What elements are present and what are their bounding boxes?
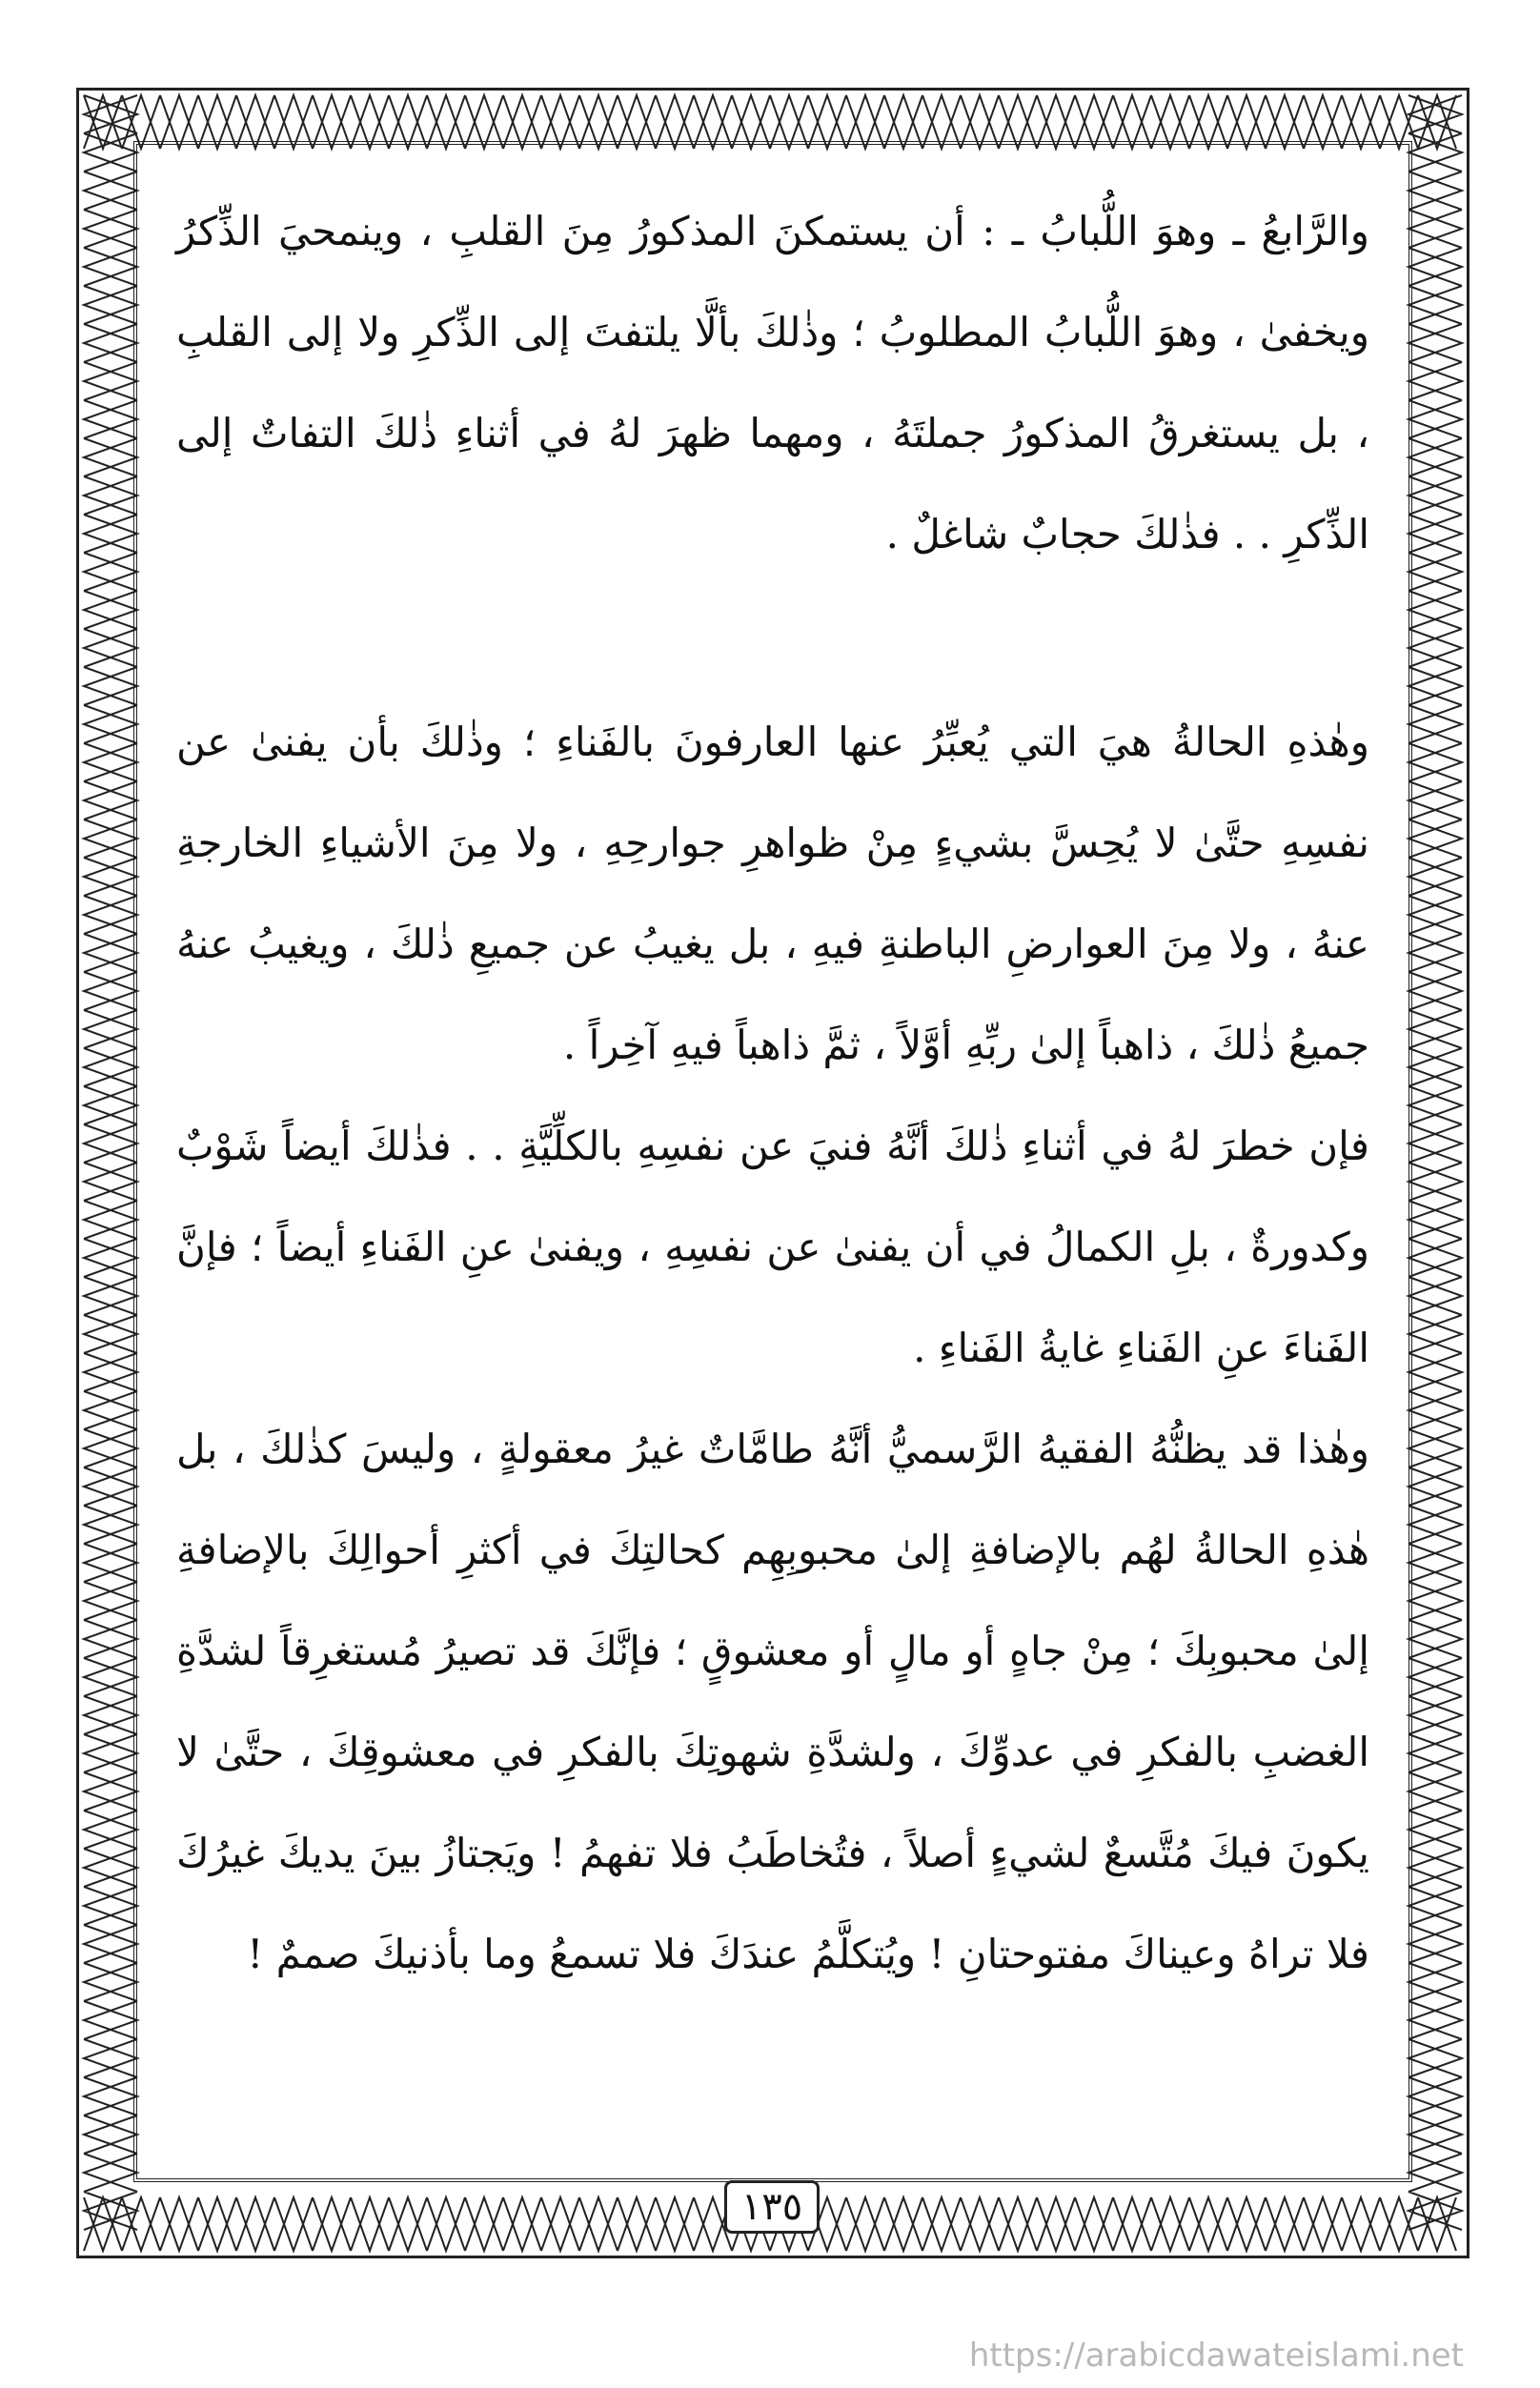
page-number: ١٣٥: [724, 2180, 820, 2234]
paragraph-3: فإن خطرَ لهُ في أثناءِ ذٰلكَ أنَّهُ فنيَ عن نفسِهِ بالكلِّيَّةِ . . فذٰلكَ أيضاً شَوْبٌ وكدورةٌ ، بلِ الكمالُ في أن يفنىٰ عن نفسِهِ ، ويفنىٰ عنِ الفَناءِ أيضاً ؛ فإنَّ الفَناءَ عنِ الفَناءِ غايةُ الفَناءِ .: [176, 1123, 1369, 1371]
paragraph-4: وهٰذا قد يظنُّهُ الفقيهُ الرَّسميُّ أنَّهُ طامَّاتٌ غيرُ معقولةٍ ، وليسَ كذٰلكَ ، بل هٰذهِ الحالةُ لهُم بالإضافةِ إلىٰ محبوبِهِم كحالتِكَ في أكثرِ أحوالِكَ بالإضافةِ إلىٰ محبوبِكَ ؛ مِنْ جاهٍ أو مالٍ أو معشوقٍ ؛ فإنَّكَ قد تصيرُ مُستغرِقاً لشدَّةِ الغضبِ بالفكرِ في عدوِّكَ ، ولشدَّةِ شهوتِكَ بالفكرِ في معشوقِكَ ، حتَّىٰ لا يكونَ فيكَ مُتَّسعٌ لشيءٍ أصلاً ، فتُخاطَبُ فلا تفهمُ ! ويَجتازُ بينَ يديكَ غيرُكَ فلا تراهُ وعيناكَ مفتوحتانِ ! ويُتكلَّمُ عندَكَ فلا تسمعُ وما بأذنيكَ صممٌ !: [176, 1426, 1369, 1977]
text-body: [176, 181, 1369, 2005]
watermark-url: https://arabicdawateislami.net: [968, 2337, 1464, 2375]
paragraph-2: وهٰذهِ الحالةُ هيَ التي يُعبِّرُ عنها العارفونَ بالفَناءِ ؛ وذٰلكَ بأن يفنىٰ عن نفسِهِ حتَّىٰ لا يُحِسَّ بشيءٍ مِنْ ظواهرِ جوارحِهِ ، ولا مِنَ الأشياءِ الخارجةِ عنهُ ، ولا مِنَ العوارضِ الباطنةِ فيهِ ، بل يغيبُ عن جميعِ ذٰلكَ ، ويغيبُ عنهُ جميعُ ذٰلكَ ، ذاهباً إلىٰ ربِّهِ أوَّلاً ، ثمَّ ذاهباً فيهِ آخِراً .: [176, 718, 1369, 1068]
paragraph-1: والرَّابعُ ـ وهوَ اللُّبابُ ـ : أن يستمكنَ المذكورُ مِنَ القلبِ ، وينمحيَ الذِّكرُ ويخفىٰ ، وهوَ اللُّبابُ المطلوبُ ؛ وذٰلكَ بألَّا يلتفتَ إلى الذِّكرِ ولا إلى القلبِ ، بل يستغرقُ المذكورُ جملتَهُ ، ومهما ظهرَ لهُ في أثناءِ ذٰلكَ التفاتٌ إلى الذِّكرِ . . فذٰلكَ حجابٌ شاغلٌ .: [176, 208, 1369, 557]
